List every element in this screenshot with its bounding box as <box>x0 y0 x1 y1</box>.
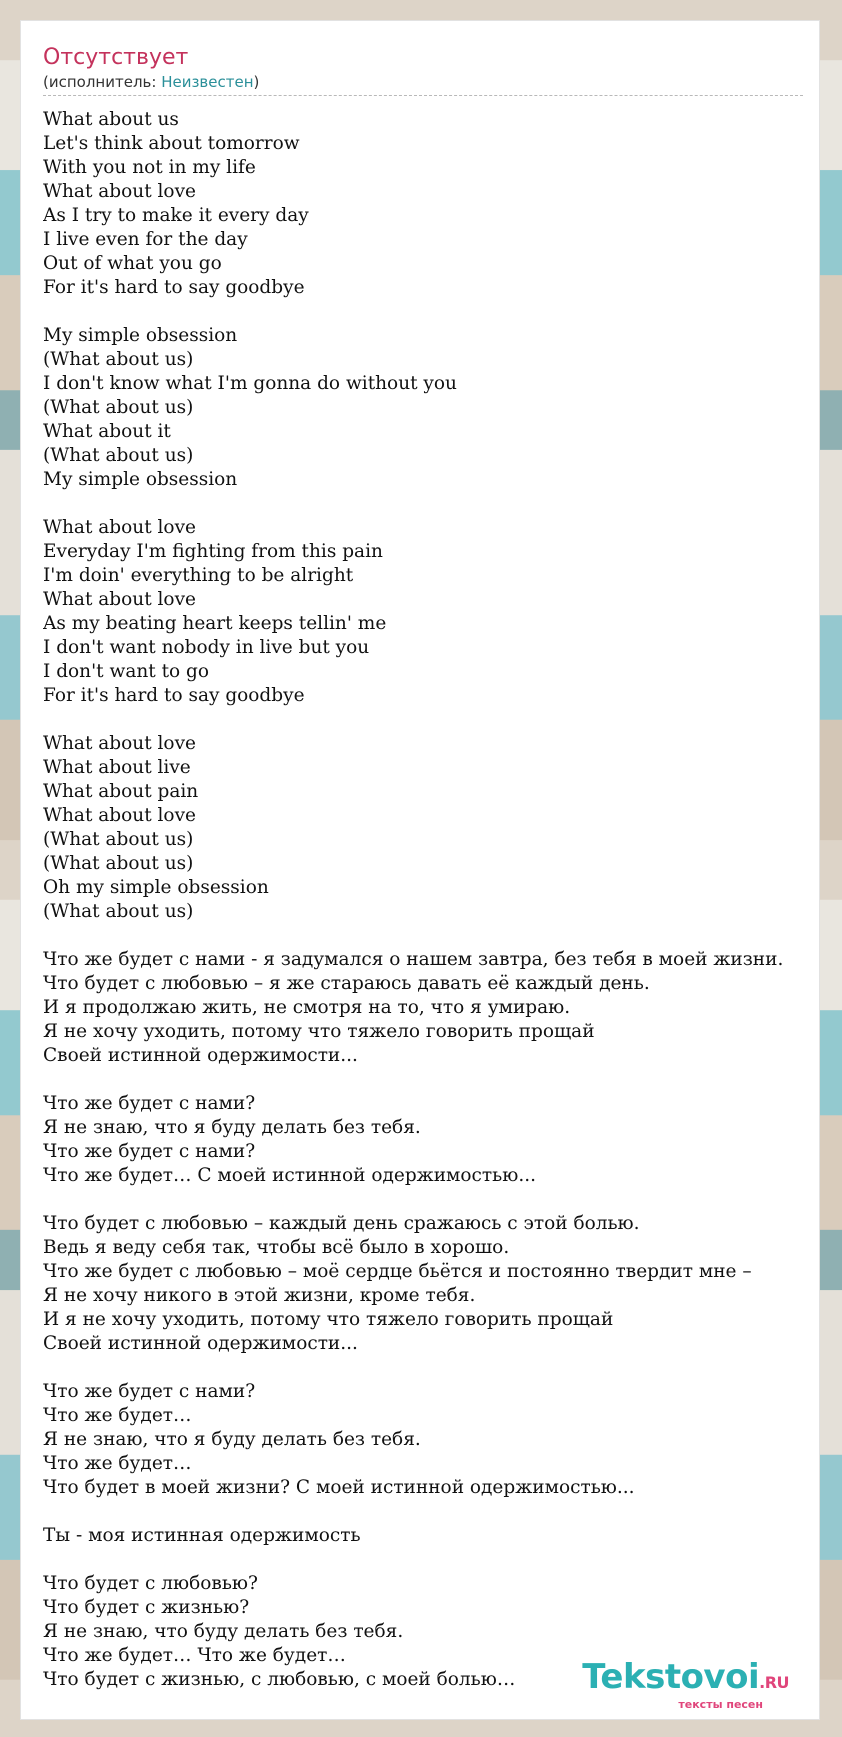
logo-tagline: тексты песен <box>678 1698 763 1711</box>
song-title: Отсутствует <box>43 45 189 70</box>
logo-tld: .RU <box>759 1673 789 1692</box>
artist-prefix: (исполнитель: <box>43 73 162 91</box>
artist-line <box>43 73 803 96</box>
lyrics-text: What about us Let's think about tomorrow With you not in my life What about love As I try to make it every day I live even for the day Out of what you go For it's hard to say goodbye My simple obsession (What about us) I don't know what I'm gonna do without you (What about us) What about it (What about us) My simple obsession What about love Everyday I'm fighting from this pain I'm doin' everything to be alright What about love As my beating heart keeps tellin' me I don't want nobody in live but you I don't want to go For it's hard to say goodbye What about love What about live What about pain What about love (What about us) (What about us) Oh my simple obsession (What about us) Что же будет с нами - я задумался о нашем завтра, без тебя в моей жизни. Что будет с любовью – я же стараюсь давать её каждый день. И я продолжаю жить, не смотря на то, что я умираю. Я не хочу уходить, потому что тяжело говорить прощай Своей истинной одержимости... Что же будет с нами? Я не знаю, что я буду делать без тебя. Что же будет с нами? Что же будет… С моей истинной одержимостью... Что будет с любовью – каждый день сражаюсь с этой болью. Ведь я веду себя так, чтобы всё было в хорошо. Что же будет с любовью – моё сердце бьётся и постоянно твердит мне – Я не хочу никого в этой жизни, кроме тебя. И я не хочу уходить, потому что тяжело говорить прощай Своей истинной одержимости... Что же будет с нами? Что же будет… Я не знаю, что я буду делать без тебя. Что же будет… Что будет в моей жизни? С моей истинной одержимостью... Ты - моя истинная одержимость Что будет с любовью? Что будет с жизнью? Я не знаю, что буду делать без тебя. Что же будет… Что же будет… Что будет с жизнью, с любовью, с моей болью… <box>43 109 784 1690</box>
artist-suffix: ) <box>253 73 260 91</box>
logo-name: Tekstovoi <box>582 1657 760 1697</box>
lyrics-card <box>20 20 820 1720</box>
artist-link[interactable]: Неизвестен <box>161 73 254 91</box>
site-logo[interactable] <box>582 1658 789 1711</box>
